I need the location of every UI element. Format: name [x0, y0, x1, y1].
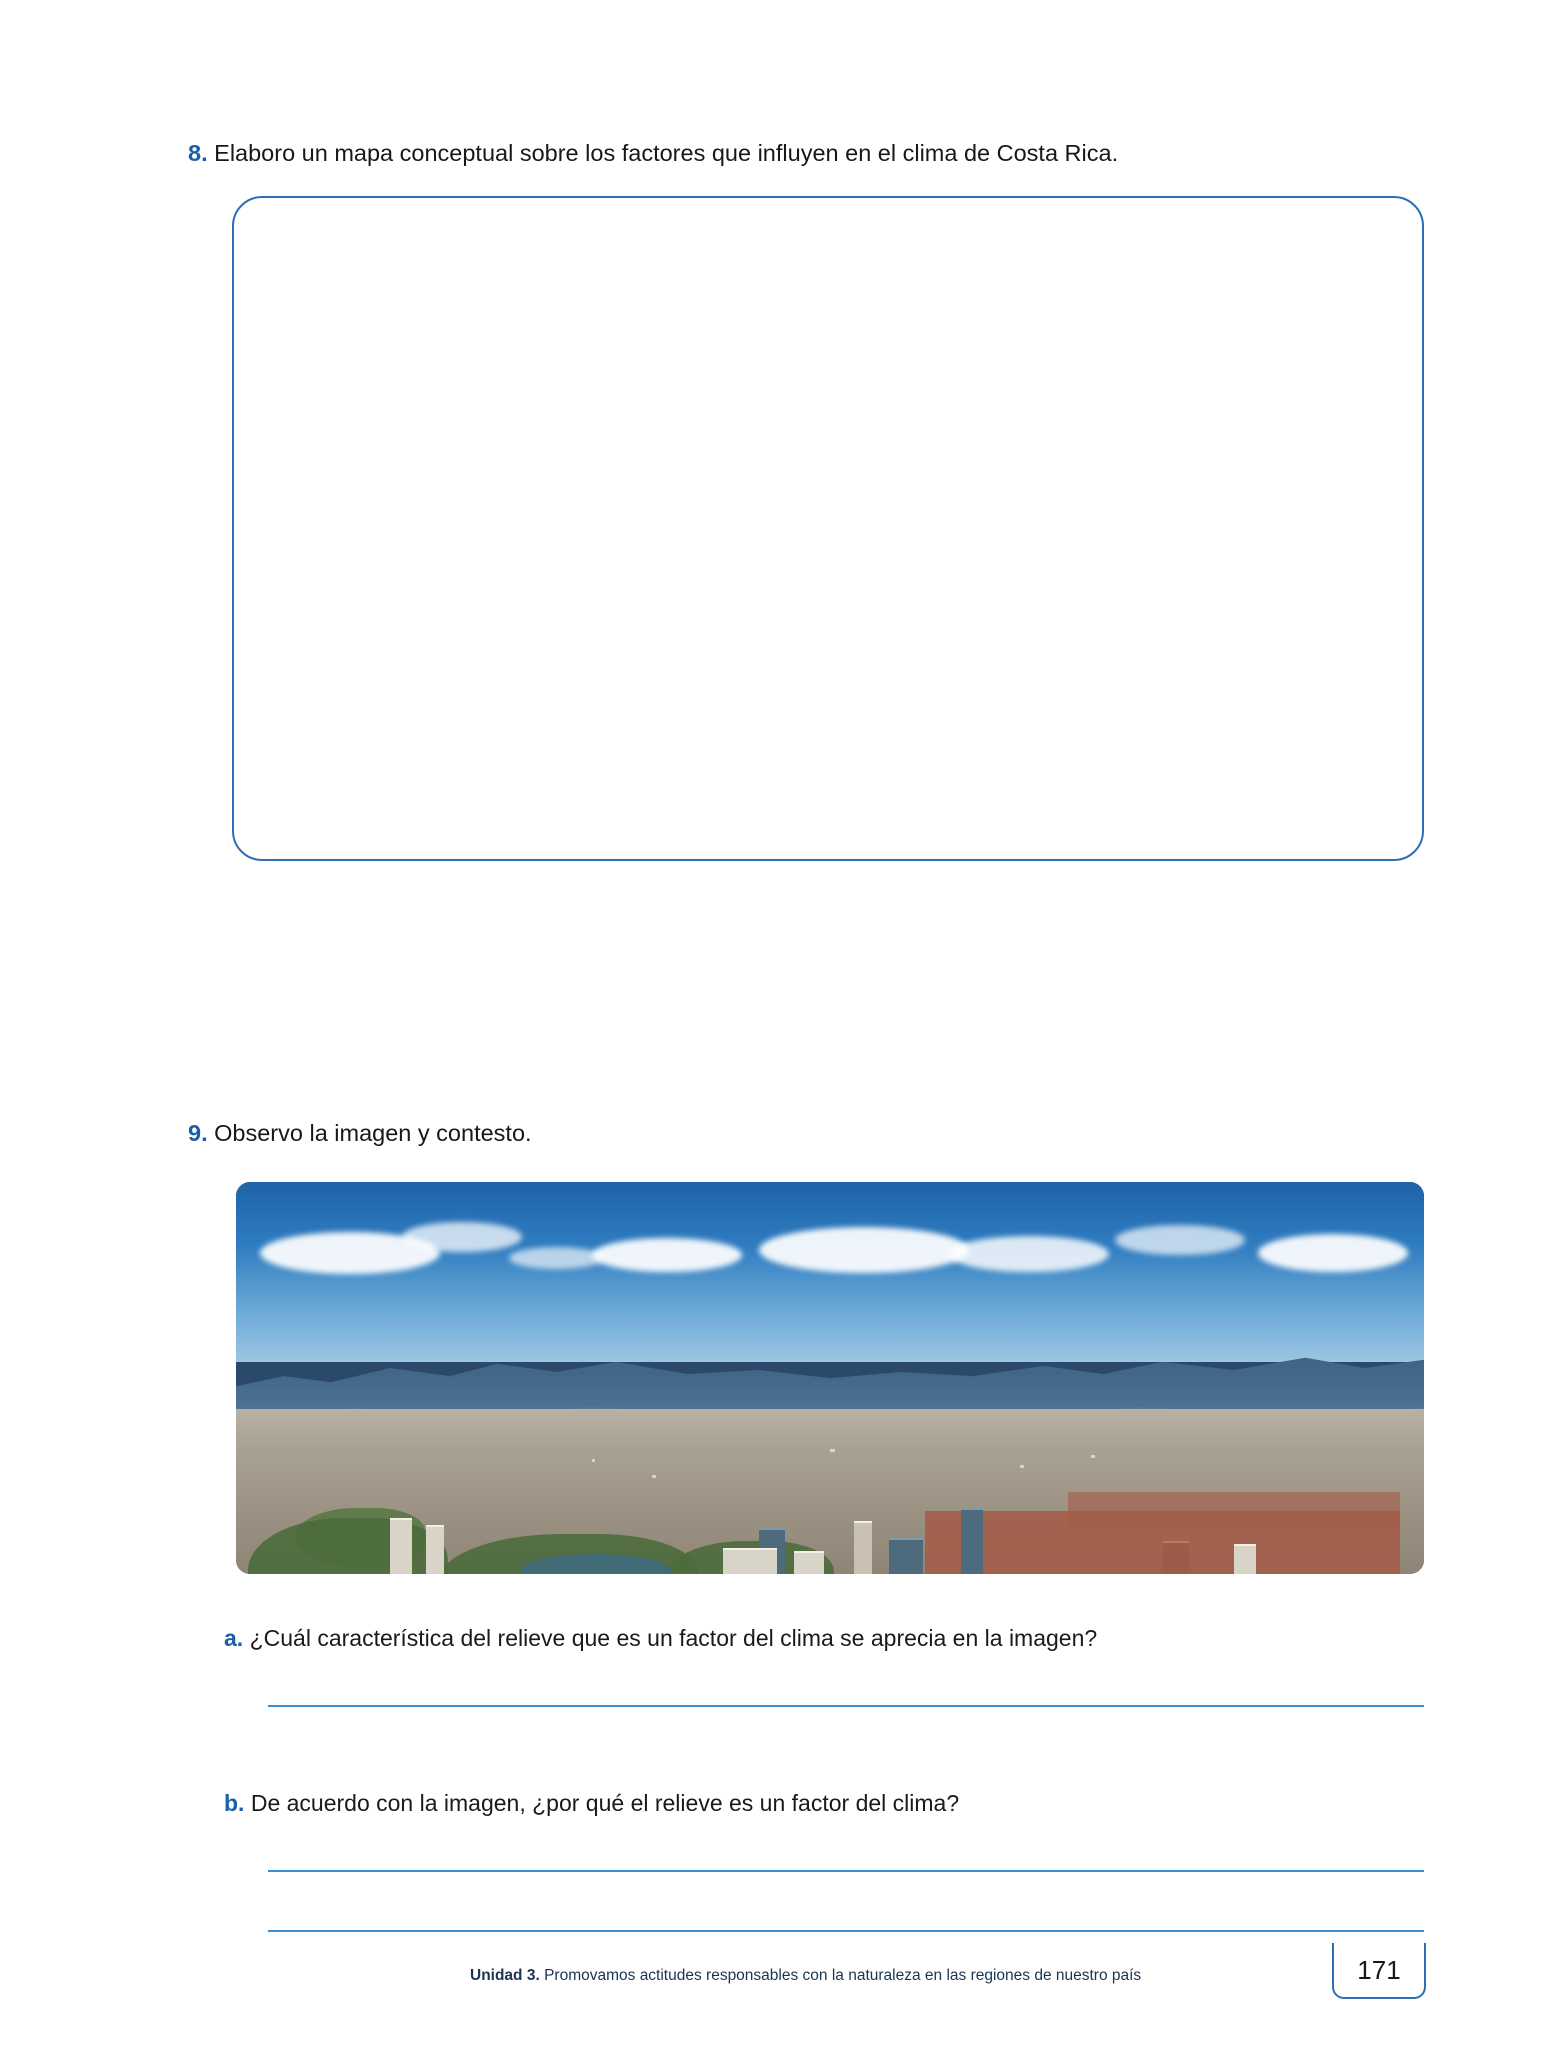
- subquestion-a-letter: a.: [224, 1625, 244, 1651]
- answer-line-b-2[interactable]: [268, 1930, 1424, 1932]
- cloud-icon: [402, 1222, 522, 1252]
- page-number-badge: [1332, 1943, 1426, 1999]
- sky-region: [236, 1182, 1424, 1362]
- exercise-9-number: 9.: [188, 1120, 208, 1146]
- building-tower: [854, 1521, 872, 1574]
- building: [961, 1508, 983, 1574]
- city-texture: [830, 1449, 835, 1452]
- subquestion-b: [224, 1790, 959, 1817]
- city-texture: [592, 1459, 595, 1462]
- subquestion-a-prompt: ¿Cuál característica del relieve que es un factor del clima se aprecia en la imagen?: [249, 1625, 1098, 1651]
- city-texture: [1091, 1455, 1095, 1458]
- photo-content: [236, 1182, 1424, 1574]
- building: [1163, 1541, 1189, 1574]
- city-texture: [652, 1475, 656, 1478]
- footer-unit-title: Promovamos actitudes responsables con la naturaleza en las regiones de nuestro país: [544, 1967, 1142, 1984]
- answer-line-b-1[interactable]: [268, 1870, 1424, 1872]
- building: [426, 1525, 444, 1574]
- exercise-8-heading: [188, 138, 1428, 169]
- cloud-icon: [949, 1236, 1109, 1272]
- building: [390, 1518, 412, 1574]
- city-region: [236, 1409, 1424, 1574]
- answer-line-a-1[interactable]: [268, 1705, 1424, 1707]
- cloud-icon: [509, 1247, 604, 1269]
- cloud-icon: [592, 1238, 742, 1272]
- exercise-8-number: 8.: [188, 140, 208, 166]
- footer-caption: [470, 1967, 1141, 1985]
- building: [794, 1551, 824, 1574]
- cloud-icon: [1258, 1234, 1408, 1272]
- subquestion-b-prompt: De acuerdo con la imagen, ¿por qué el relieve es un factor del clima?: [250, 1790, 960, 1816]
- footer-unit-label: Unidad 3.: [470, 1967, 540, 1984]
- concept-map-answer-box[interactable]: [232, 196, 1424, 861]
- subquestion-b-letter: b.: [224, 1790, 245, 1816]
- cloud-icon: [1115, 1225, 1245, 1255]
- rooftops-area: [1068, 1492, 1401, 1528]
- cloud-icon: [759, 1227, 969, 1273]
- page-number: 171: [1357, 1954, 1401, 1985]
- vegetation-patch: [248, 1518, 448, 1574]
- exercise-8-prompt: Elaboro un mapa conceptual sobre los factores que influyen en el clima de Costa Rica.: [214, 140, 1119, 166]
- city-valley-photo: [236, 1182, 1424, 1574]
- building: [1234, 1544, 1256, 1574]
- exercise-9-prompt: Observo la imagen y contesto.: [214, 1120, 532, 1146]
- city-texture: [1020, 1465, 1024, 1468]
- building: [723, 1548, 777, 1574]
- exercise-9-heading: [188, 1120, 532, 1147]
- subquestion-a: [224, 1625, 1097, 1652]
- building: [889, 1538, 923, 1574]
